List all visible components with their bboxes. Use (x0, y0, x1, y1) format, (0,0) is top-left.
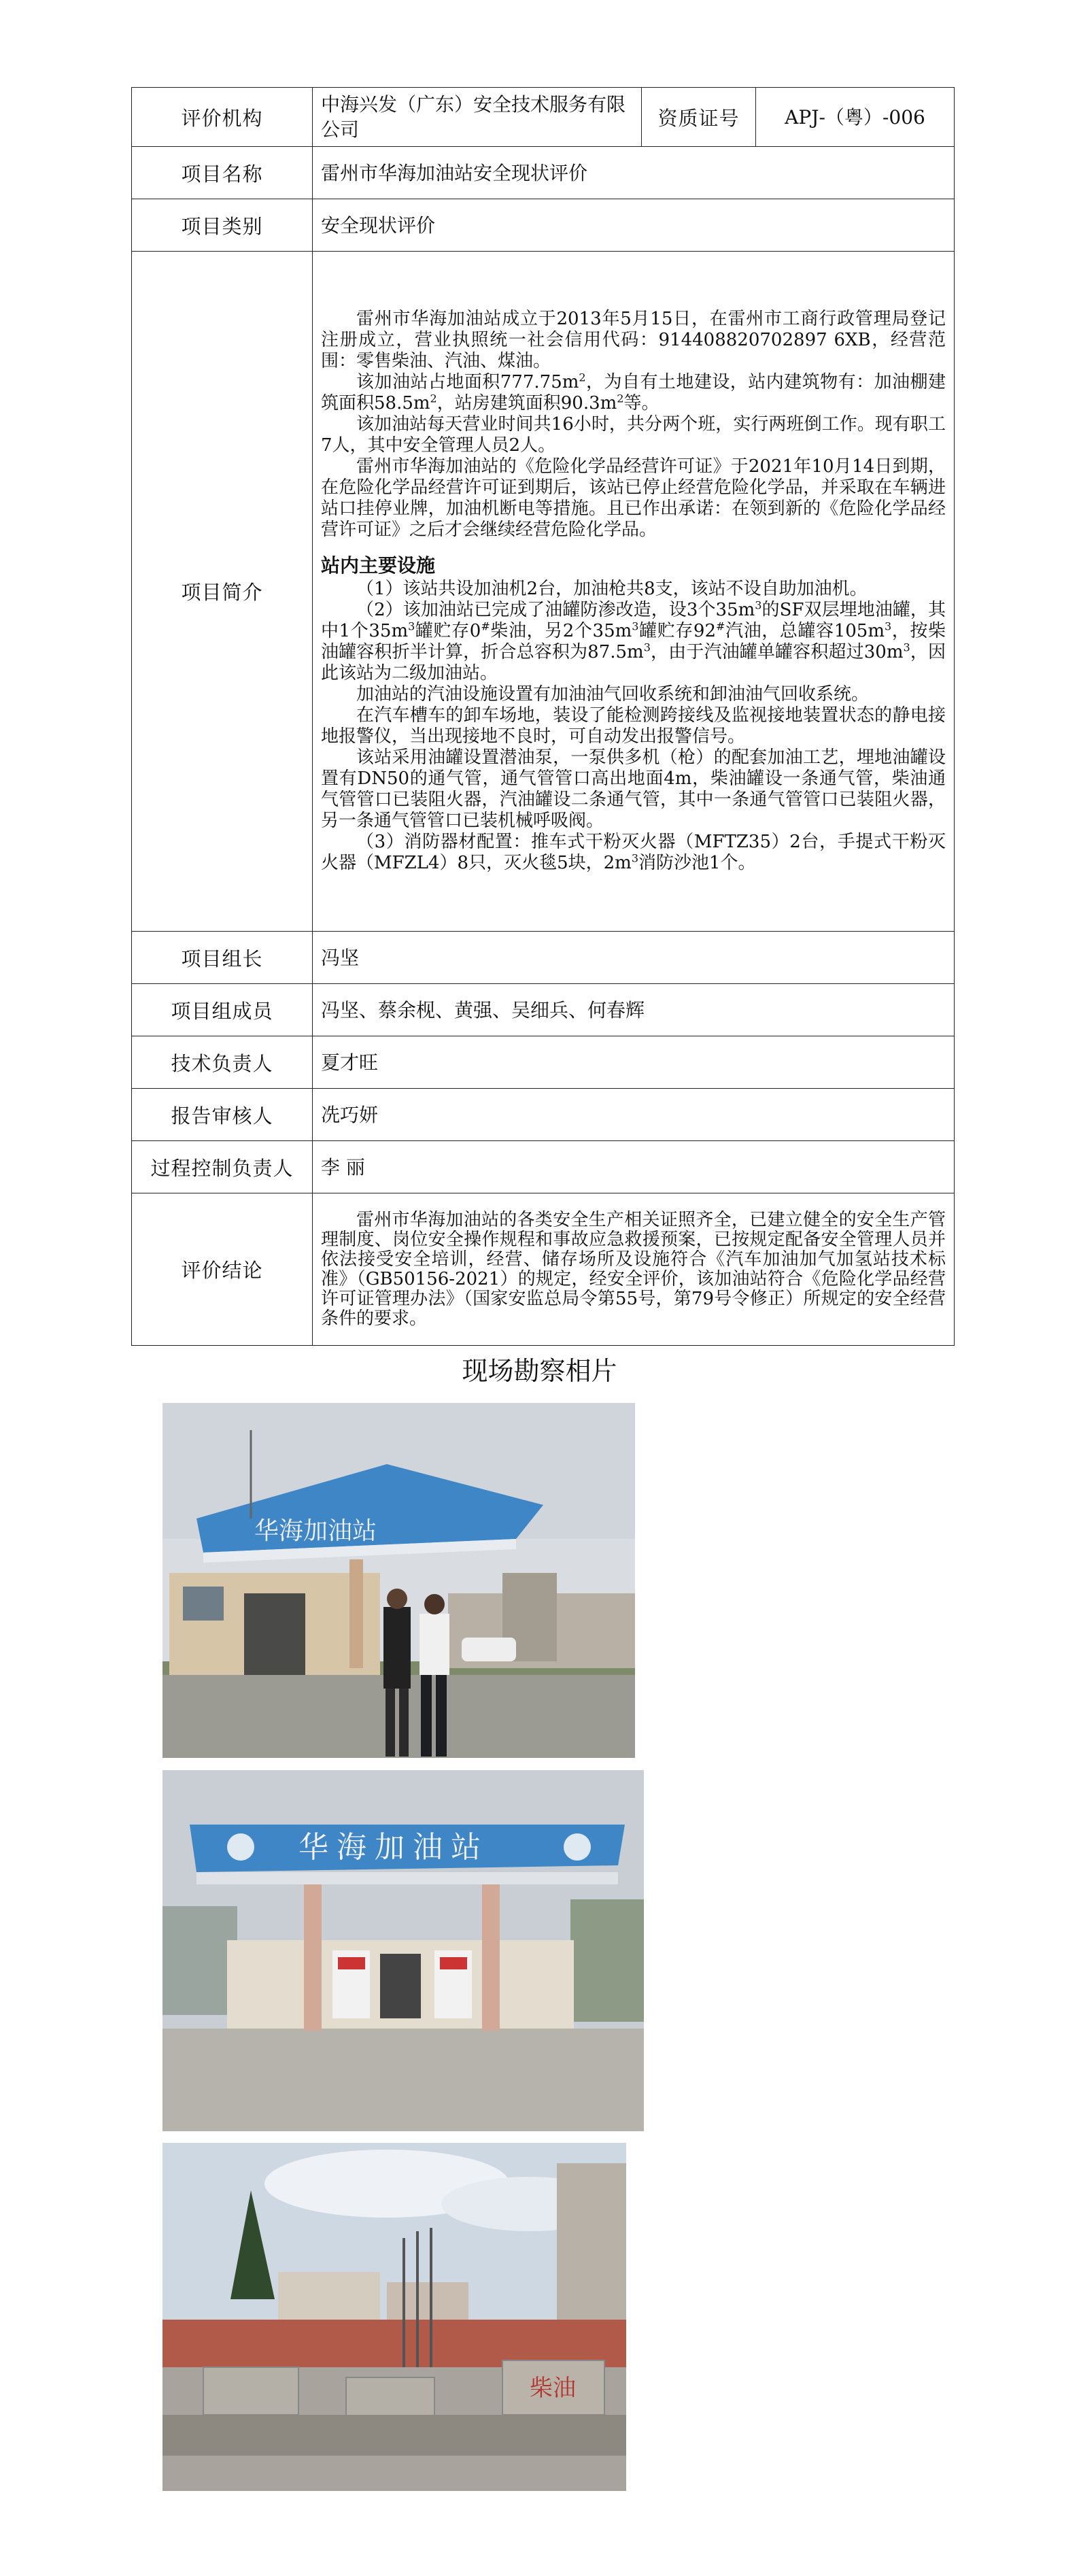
org-label: 评价机构 (132, 88, 313, 147)
project-intro-label: 项目简介 (132, 252, 313, 932)
site-photo-front-with-people (162, 1403, 635, 1758)
conclusion-paragraph: 雷州市华海加油站的各类安全生产相关证照齐全，已建立健全的安全生产管理制度、岗位安全操作规程和事故应急救援预案，已按规定配备安全管理人员并依法接受安全培训，经营、储存场所及设施符合《汽车加油加气加氢站技术标准》（GB50156-2021）的规定，经安全评价，该加油站符合《危险化学品经营许可证管理办法》（国家安监总局令第55号，第79号令修正）所规定的安全经营条件的要求。 (321, 1209, 946, 1329)
cert-value: APJ-（粤）-006 (756, 88, 955, 147)
tank-label-diesel: 柴油 (530, 2375, 576, 2402)
members-label: 项目组成员 (132, 984, 313, 1036)
facility-paragraph: （1）该站共设加油机2台，加油枪共8支，该站不设自助加油机。 (356, 579, 868, 599)
cert-label: 资质证号 (642, 88, 756, 147)
members-value: 冯坚、蔡余枧、黄强、吴细兵、何春辉 (313, 984, 955, 1036)
facilities-heading: 站内主要设施 (321, 554, 436, 577)
site-photo-tank-area (162, 2143, 626, 2491)
intro-paragraph: 该加油站每天营业时间共16小时，共分两个班，实行两班倒工作。现有职工7人，其中安全管理人员2人。 (321, 414, 946, 456)
process-label: 过程控制负责人 (132, 1141, 313, 1193)
process-row (132, 1141, 955, 1193)
project-name-label: 项目名称 (132, 147, 313, 199)
project-name-value: 雷州市华海加油站安全现状评价 (313, 147, 955, 199)
leader-row (132, 932, 955, 984)
project-type-value: 安全现状评价 (313, 199, 955, 252)
leader-label: 项目组长 (132, 932, 313, 984)
project-intro-text (313, 252, 955, 932)
intro-paragraph: 该加油站占地面积$777.75m^2$，为自有土地建设，站内建筑物有：加油棚建筑面积$58.5m^2$，站房建筑面积$90.3m^2$等。 (321, 371, 946, 413)
intro-paragraph: 雷州市华海加油站的《危险化学品经营许可证》于2021年10月14日到期，在危险化学品经营许可证到期后，该站已停止经营危险化学品，并采取在车辆进站口挂停业牌，加油机断电等措施。且已作出承诺：在领到新的《危险化学品经营许可证》之后才会继续经营危险化学品。 (321, 456, 946, 540)
org-row (132, 88, 955, 147)
facility-paragraph: （3）消防器材配置：推车式干粉灭火器（MFTZ35）2台，手提式干粉灭火器（MFZL4）8只，灭火毯5块，$2m^3$消防沙池1个。 (321, 832, 946, 873)
conclusion-label: 评价结论 (132, 1193, 313, 1346)
canopy-sign-text: 华海加油站 (298, 1830, 489, 1865)
facility-paragraph: （2）该加油站已完成了油罐防渗改造，设3个$35m^3$的SF双层埋地油罐，其中1个$35m^3$罐贮存0#柴油，另2个$35m^3$罐贮存92#汽油，总罐容$105m^3$，按柴油罐容积折半计算，折合总容积为$87.5m^3$，由于汽油罐单罐容积超过$30m^3$，因此该站为二级加油站。 (321, 598, 946, 683)
facility-paragraph: 该站采用油罐设置潜油泵，一泵供多机（枪）的配套加油工艺，埋地油罐设置有DN50的通气管，通气管管口高出地面4m，柴油罐设一条通气管，柴油通气管管口已装阻火器，汽油罐设二条通气管，其中一条通气管管口已装阻火器，另一条通气管管口已装机械呼吸阀。 (321, 747, 946, 831)
reviewer-label: 报告审核人 (132, 1089, 313, 1141)
members-row (132, 984, 955, 1036)
canopy-sign-text: 华海加油站 (254, 1517, 377, 1545)
tech-value: 夏才旺 (313, 1036, 955, 1089)
intro-paragraph: 雷州市华海加油站成立于2013年5月15日，在雷州市工商行政管理局登记注册成立，营业执照统一社会信用代码：914408820702897 6XB，经营范围：零售柴油、汽油、煤油。 (321, 309, 946, 371)
project-name-row (132, 147, 955, 199)
project-intro-row (132, 252, 955, 932)
evaluation-info-table (131, 87, 955, 1346)
project-type-row (132, 199, 955, 252)
photos-heading: 现场勘察相片 (462, 1356, 617, 1386)
process-value: 李 丽 (313, 1141, 955, 1193)
conclusion-row (132, 1193, 955, 1346)
reviewer-value: 冼巧妍 (313, 1089, 955, 1141)
reviewer-row (132, 1089, 955, 1141)
tech-label: 技术负责人 (132, 1036, 313, 1089)
org-value: 中海兴发（广东）安全技术服务有限公司 (313, 88, 642, 147)
conclusion-text (313, 1193, 955, 1346)
facility-paragraph: 在汽车槽车的卸车场地，装设了能检测跨接线及监视接地装置状态的静电接地报警仪，当出现接地不良时，可自动发出报警信号。 (321, 705, 946, 747)
site-photo-station-front (162, 1770, 644, 2131)
project-type-label: 项目类别 (132, 199, 313, 252)
tech-row (132, 1036, 955, 1089)
facility-paragraph: 加油站的汽油设施设置有加油油气回收系统和卸油油气回收系统。 (356, 684, 870, 705)
leader-value: 冯坚 (313, 932, 955, 984)
